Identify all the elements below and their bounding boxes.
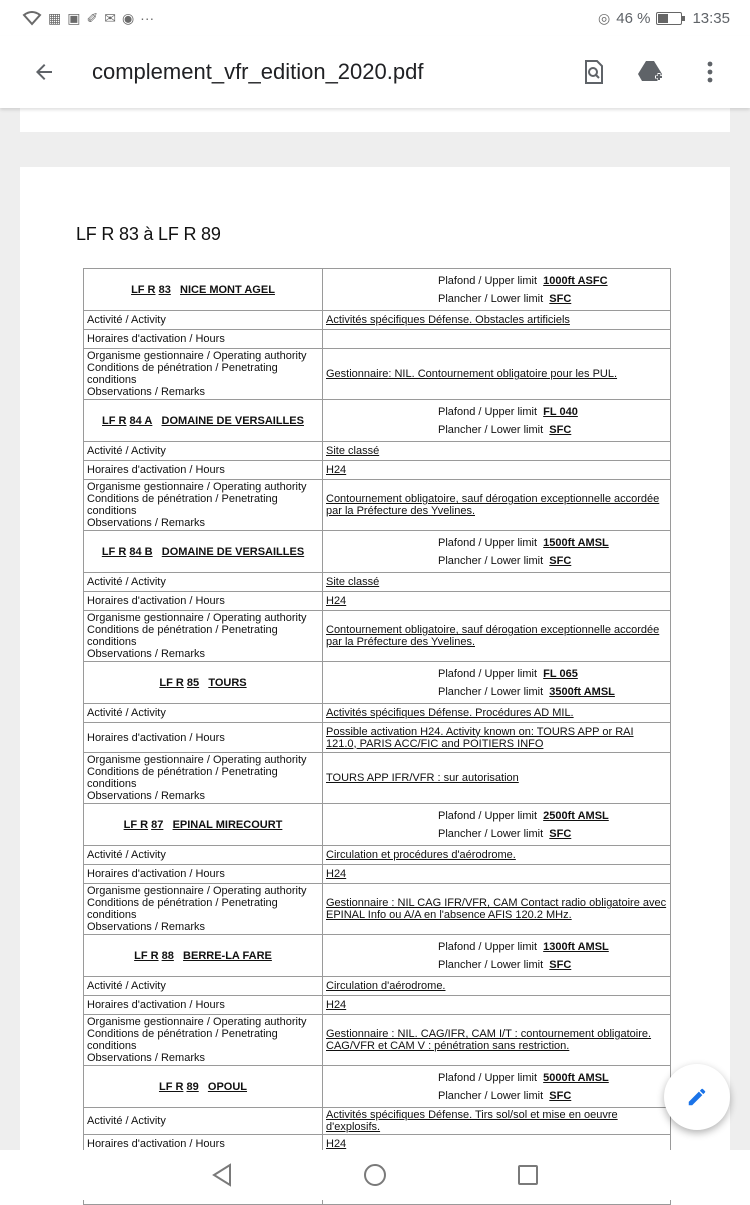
hours-label: Horaires d'activation / Hours <box>84 1135 323 1154</box>
upper-limit-value: FL 065 <box>543 667 578 680</box>
activity-label: Activité / Activity <box>84 846 323 865</box>
clock: 13:35 <box>692 9 730 27</box>
arrow-back-icon <box>32 60 56 84</box>
hours-row <box>84 461 671 480</box>
pdf-page <box>20 167 730 1167</box>
remarks-label: Organisme gestionnaire / Operating authority Conditions de pénétration / Penetrating conditions Observations / Remarks <box>84 480 323 531</box>
lower-limit-label: Plancher / Lower limit <box>438 827 544 840</box>
lower-limit-label: Plancher / Lower limit <box>438 423 544 436</box>
sim-icon: ▦ <box>48 9 62 26</box>
upper-limit-label: Plafond / Upper limit <box>438 536 538 549</box>
zone-name: TOURS <box>208 676 247 689</box>
activity-row <box>84 1108 671 1135</box>
status-bar <box>0 0 750 36</box>
remarks-value: Gestionnaire : NIL. CAG/IFR, CAM I/T : contournement obligatoire. CAG/VFR et CAM V : pénétration sans restriction. <box>323 1015 671 1066</box>
zone-number: 83 <box>158 283 171 296</box>
zone-limits-cell <box>323 935 671 977</box>
battery-level <box>658 14 668 23</box>
zone-number: 89 <box>186 1080 199 1093</box>
zone-prefix: LF R <box>123 818 149 831</box>
find-in-document-button[interactable] <box>574 52 614 92</box>
activity-label: Activité / Activity <box>84 977 323 996</box>
battery-icon <box>656 12 682 25</box>
lower-limit-value: SFC <box>549 423 572 436</box>
zone-header-row <box>84 662 671 704</box>
upper-limit-value: 1000ft ASFC <box>543 274 608 287</box>
activity-row <box>84 846 671 865</box>
hours-value: Possible activation H24. Activity known on: TOURS APP or RAI 121.0, PARIS ACC/FIC and POITIERS INFO <box>323 723 671 753</box>
zone-name: OPOUL <box>207 1080 248 1093</box>
activity-label: Activité / Activity <box>84 704 323 723</box>
activity-value: Activités spécifiques Défense. Obstacles artificiels <box>323 311 671 330</box>
zone-name: EPINAL MIRECOURT <box>172 818 283 831</box>
status-notifications <box>22 10 154 27</box>
document-title: complement_vfr_edition_2020.pdf <box>92 59 424 84</box>
zone-name-cell <box>84 935 323 977</box>
lower-limit-label: Plancher / Lower limit <box>438 1089 544 1102</box>
hours-value <box>323 330 671 349</box>
nav-home-icon[interactable] <box>363 1163 387 1187</box>
zone-limits-cell <box>323 662 671 704</box>
hours-label: Horaires d'activation / Hours <box>84 461 323 480</box>
media-icon: ▣ <box>67 9 81 26</box>
zone-limits-cell <box>323 1066 671 1108</box>
upper-limit-label: Plafond / Upper limit <box>438 274 538 287</box>
previous-page-edge <box>20 108 730 132</box>
add-to-drive-button[interactable] <box>632 52 672 92</box>
zone-name-cell <box>84 662 323 704</box>
zone-number: 85 <box>186 676 200 689</box>
nav-recents-icon[interactable] <box>517 1164 539 1186</box>
zone-name: BERRE-LA FARE <box>183 949 272 962</box>
zone-name-cell <box>84 531 323 573</box>
lower-limit-value: SFC <box>549 1089 572 1102</box>
lower-limit-label: Plancher / Lower limit <box>438 554 544 567</box>
activity-value: Site classé <box>323 442 671 461</box>
zone-prefix: LF R <box>158 1080 184 1093</box>
zone-header-row <box>84 531 671 573</box>
hours-row <box>84 865 671 884</box>
upper-limit-value: 1500ft AMSL <box>543 536 609 549</box>
more-vert-icon <box>707 61 713 83</box>
zone-prefix: LF R <box>159 676 184 689</box>
zone-prefix: LF R <box>131 283 156 296</box>
app-bar <box>0 36 750 108</box>
zone-name: DOMAINE DE VERSAILLES <box>161 414 304 427</box>
add-to-drive-icon <box>638 59 666 85</box>
lower-limit-value: SFC <box>549 554 572 567</box>
navigation-bar <box>0 1150 750 1200</box>
remarks-value: Contournement obligatoire, sauf dérogation exceptionnelle accordée par la Préfecture des Yvelines. <box>323 480 671 531</box>
activity-row <box>84 442 671 461</box>
nav-back-icon[interactable] <box>211 1163 233 1187</box>
zone-name-cell <box>84 400 323 442</box>
lower-limit-label: Plancher / Lower limit <box>438 958 544 971</box>
activity-label: Activité / Activity <box>84 1108 323 1135</box>
battery-percent: 46 % <box>616 9 651 27</box>
zone-number: 87 <box>151 818 164 831</box>
activity-row <box>84 573 671 592</box>
zone-header-row <box>84 935 671 977</box>
activity-value: Site classé <box>323 573 671 592</box>
activity-row <box>84 977 671 996</box>
status-system <box>598 10 730 27</box>
back-button[interactable] <box>20 48 68 96</box>
upper-limit-label: Plafond / Upper limit <box>438 809 538 822</box>
edit-pencil-icon <box>686 1086 708 1108</box>
activity-value: Circulation et procédures d'aérodrome. <box>323 846 671 865</box>
zone-number: 84 A <box>129 414 153 427</box>
hours-row <box>84 996 671 1015</box>
hours-label: Horaires d'activation / Hours <box>84 592 323 611</box>
upper-limit-value: 2500ft AMSL <box>543 809 609 822</box>
remarks-value: Contournement obligatoire, sauf dérogation exceptionnelle accordée par la Préfecture des Yvelines. <box>323 611 671 662</box>
eye-comfort-icon: ◎ <box>598 9 611 26</box>
app-actions <box>574 52 730 92</box>
pdf-viewer[interactable] <box>0 108 750 1150</box>
remarks-row <box>84 349 671 400</box>
hours-label: Horaires d'activation / Hours <box>84 330 323 349</box>
activity-value: Activités spécifiques Défense. Procédures AD MIL. <box>323 704 671 723</box>
upper-limit-label: Plafond / Upper limit <box>438 405 538 418</box>
activity-label: Activité / Activity <box>84 311 323 330</box>
activity-label: Activité / Activity <box>84 573 323 592</box>
lower-limit-value: SFC <box>549 827 572 840</box>
more-options-button[interactable] <box>690 52 730 92</box>
remarks-value: Gestionnaire: NIL. Contournement obligatoire pour les PUL. <box>323 349 671 400</box>
remarks-label: Organisme gestionnaire / Operating authority Conditions de pénétration / Penetrating conditions Observations / Remarks <box>84 349 323 400</box>
zone-limits-cell <box>323 400 671 442</box>
hours-value: H24 <box>323 592 671 611</box>
remarks-label: Organisme gestionnaire / Operating authority Conditions de pénétration / Penetrating conditions Observations / Remarks <box>84 884 323 935</box>
remarks-label: Organisme gestionnaire / Operating authority Conditions de pénétration / Penetrating conditions Observations / Remarks <box>84 611 323 662</box>
zone-header-row <box>84 804 671 846</box>
restricted-zones-table <box>83 268 671 1205</box>
zone-limits-cell <box>323 531 671 573</box>
lower-limit-label: Plancher / Lower limit <box>438 685 544 698</box>
hours-label: Horaires d'activation / Hours <box>84 865 323 884</box>
lower-limit-label: Plancher / Lower limit <box>438 292 544 305</box>
activity-row <box>84 704 671 723</box>
zone-header-row <box>84 269 671 311</box>
hours-value: H24 <box>323 1135 671 1154</box>
remarks-label: Organisme gestionnaire / Operating authority Conditions de pénétration / Penetrating conditions Observations / Remarks <box>84 753 323 804</box>
edit-fab[interactable] <box>664 1064 730 1130</box>
zone-name-cell <box>84 269 323 311</box>
broom-icon: ✐ <box>86 9 99 26</box>
zone-name: DOMAINE DE VERSAILLES <box>161 545 305 558</box>
upper-limit-value: 1300ft AMSL <box>543 940 609 953</box>
hours-value: H24 <box>323 996 671 1015</box>
upper-limit-value: FL 040 <box>543 405 578 418</box>
hours-row <box>84 723 671 753</box>
gmail-icon: ✉ <box>104 9 116 26</box>
zone-name-cell <box>84 1066 323 1108</box>
zone-limits-cell <box>323 269 671 311</box>
remarks-row <box>84 1015 671 1066</box>
zone-header-row <box>84 1066 671 1108</box>
remarks-row <box>84 884 671 935</box>
zone-number: 84 B <box>129 545 153 558</box>
page-heading: LF R 83 à LF R 89 <box>76 224 221 244</box>
zone-number: 88 <box>161 949 174 962</box>
lower-limit-value: SFC <box>549 292 572 305</box>
upper-limit-label: Plafond / Upper limit <box>438 667 538 680</box>
hours-value: H24 <box>323 865 671 884</box>
zone-prefix: LF R <box>134 949 159 962</box>
activity-value: Circulation d'aérodrome. <box>323 977 671 996</box>
remarks-value: Gestionnaire : NIL CAG IFR/VFR, CAM Contact radio obligatoire avec EPINAL Info ou A/A en l'absence AFIS 120.2 MHz. <box>323 884 671 935</box>
find-in-document-icon <box>582 59 606 85</box>
lower-limit-value: SFC <box>549 958 572 971</box>
zone-prefix: LF R <box>101 545 127 558</box>
remarks-label: Organisme gestionnaire / Operating authority Conditions de pénétration / Penetrating conditions Observations / Remarks <box>84 1015 323 1066</box>
wifi-icon <box>22 10 42 26</box>
activity-label: Activité / Activity <box>84 442 323 461</box>
remarks-row <box>84 753 671 804</box>
zone-header-row <box>84 400 671 442</box>
chrome-icon: ◉ <box>121 9 135 26</box>
more-dots-icon: ··· <box>140 10 155 26</box>
upper-limit-value: 5000ft AMSL <box>543 1071 609 1084</box>
activity-row <box>84 311 671 330</box>
hours-row <box>84 330 671 349</box>
remarks-row <box>84 611 671 662</box>
remarks-value: TOURS APP IFR/VFR : sur autorisation <box>323 753 671 804</box>
hours-label: Horaires d'activation / Hours <box>84 723 323 753</box>
lower-limit-value: 3500ft AMSL <box>549 685 615 698</box>
activity-value: Activités spécifiques Défense. Tirs sol/sol et mise en oeuvre d'explosifs. <box>323 1108 671 1135</box>
zone-name-cell <box>84 804 323 846</box>
upper-limit-label: Plafond / Upper limit <box>438 940 538 953</box>
upper-limit-label: Plafond / Upper limit <box>438 1071 538 1084</box>
remarks-row <box>84 480 671 531</box>
hours-label: Horaires d'activation / Hours <box>84 996 323 1015</box>
zone-prefix: LF R <box>102 414 127 427</box>
hours-row <box>84 592 671 611</box>
zone-name: NICE MONT AGEL <box>180 283 275 296</box>
hours-value: H24 <box>323 461 671 480</box>
zone-limits-cell <box>323 804 671 846</box>
